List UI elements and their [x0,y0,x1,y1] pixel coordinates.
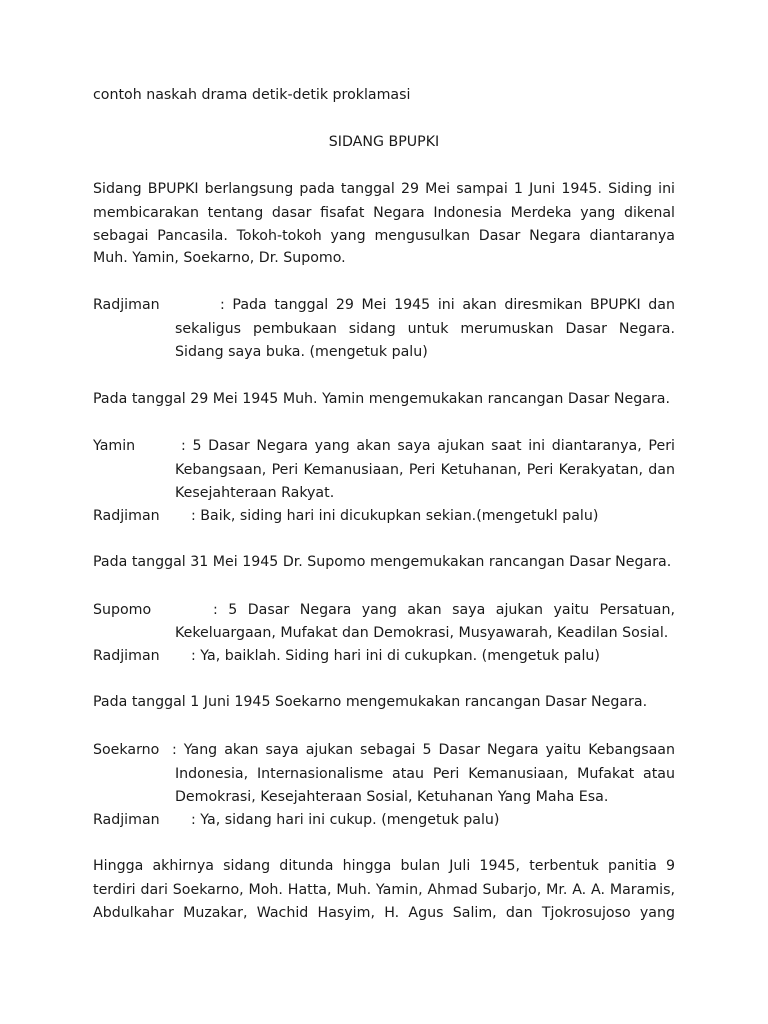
dialog-line: : Ya, baiklah. Siding hari ini di cukupkan. (mengetuk palu) [191,648,600,664]
closing-line-3: Abdulkahar Muzakar, Wachid Hasyim, H. Agus Salim, dan Tjokrosujoso yang [93,905,675,921]
page-title: SIDANG BPUPKI [328,134,440,150]
closing-line-2: terdiri dari Soekarno, Moh. Hatta, Muh. Yamin, Ahmad Subarjo, Mr. A. A. Maramis, [93,882,675,898]
dialog-line: Demokrasi, Kesejahteraan Sosial, Ketuhanan Yang Maha Esa. [175,789,609,805]
speaker-radjiman: Radjiman [93,648,160,664]
document-header: contoh naskah drama detik-detik proklamasi [93,87,411,103]
speaker-soekarno: Soekarno [93,742,160,758]
dialog-line: Kekeluargaan, Mufakat dan Demokrasi, Musyawarah, Keadilan Sosial. [175,625,669,641]
dialog-line: Indonesia, Internasionalisme atau Peri Kemanusiaan, Mufakat atau [175,766,675,782]
closing-line-1: Hingga akhirnya sidang ditunda hingga bulan Juli 1945, terbentuk panitia 9 [93,858,675,874]
intro-line-3: sebagai Pancasila. Tokoh-tokoh yang mengusulkan Dasar Negara diantaranya [93,228,675,244]
dialog-line: Sidang saya buka. (mengetuk palu) [175,344,428,360]
speaker-radjiman: Radjiman [93,812,160,828]
intro-line-1: Sidang BPUPKI berlangsung pada tanggal 29 Mei sampai 1 Juni 1945. Siding ini [93,181,675,197]
intro-line-4: Muh. Yamin, Soekarno, Dr. Supomo. [93,250,346,266]
dialog-line: Kesejahteraan Rakyat. [175,485,335,501]
dialog-line: : 5 Dasar Negara yang akan saya ajukan yaitu Persatuan, [213,602,675,618]
narration-soekarno: Pada tanggal 1 Juni 1945 Soekarno mengemukakan rancangan Dasar Negara. [93,694,648,710]
speaker-supomo: Supomo [93,602,152,618]
dialog-line: : Ya, sidang hari ini cukup. (mengetuk palu) [191,812,500,828]
speaker-radjiman: Radjiman [93,297,160,313]
dialog-line: : 5 Dasar Negara yang akan saya ajukan saat ini diantaranya, Peri [181,438,675,454]
dialog-line: Kebangsaan, Peri Kemanusiaan, Peri Ketuhanan, Peri Kerakyatan, dan [175,462,675,478]
speaker-yamin: Yamin [93,438,136,454]
narration-yamin: Pada tanggal 29 Mei 1945 Muh. Yamin mengemukakan rancangan Dasar Negara. [93,391,670,407]
intro-line-2: membicarakan tentang dasar fisafat Negara Indonesia Merdeka yang dikenal [93,205,675,221]
dialog-line: : Baik, siding hari ini dicukupkan sekian.(mengetukl palu) [191,508,599,524]
speaker-radjiman: Radjiman [93,508,160,524]
dialog-line: : Pada tanggal 29 Mei 1945 ini akan diresmikan BPUPKI dan [220,297,675,313]
narration-supomo: Pada tanggal 31 Mei 1945 Dr. Supomo mengemukakan rancangan Dasar Negara. [93,554,672,570]
dialog-line: sekaligus pembukaan sidang untuk merumuskan Dasar Negara. [175,321,675,337]
dialog-line: : Yang akan saya ajukan sebagai 5 Dasar Negara yaitu Kebangsaan [172,742,675,758]
